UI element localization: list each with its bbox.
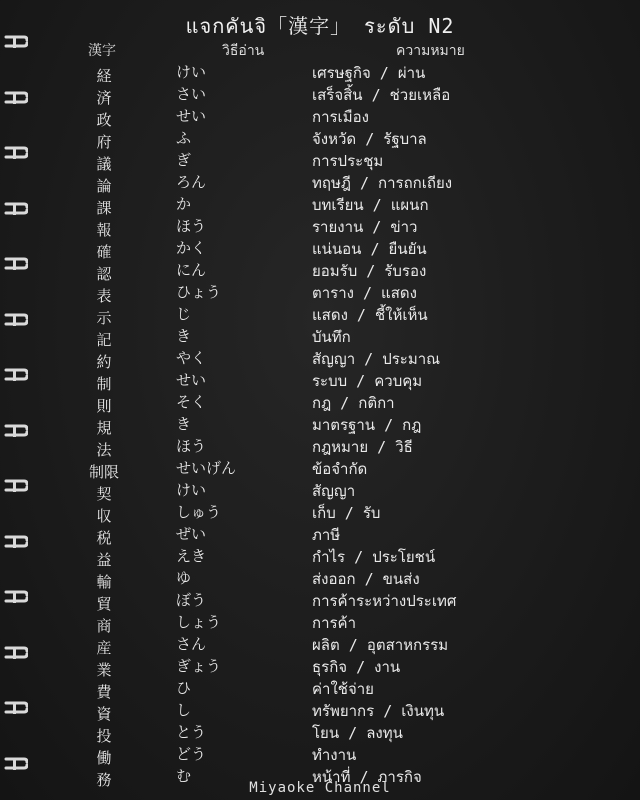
kanji-cell: 制 bbox=[96, 375, 112, 393]
meaning-cell: โยน / ลงทุน bbox=[312, 724, 403, 742]
kanji-cell: 務 bbox=[96, 771, 112, 789]
kanji-cell: 経 bbox=[96, 67, 112, 85]
reading-cell: どう bbox=[176, 745, 207, 763]
kanji-cell: 規 bbox=[96, 419, 112, 437]
kanji-cell: 記 bbox=[96, 331, 112, 349]
list-item bbox=[0, 744, 640, 766]
meaning-cell: รายงาน / ข่าว bbox=[312, 218, 418, 236]
list-item bbox=[0, 260, 640, 282]
reading-cell: せい bbox=[176, 107, 207, 125]
reading-cell: けい bbox=[176, 63, 207, 81]
meaning-cell: หน้าที่ / ภารกิจ bbox=[312, 768, 422, 786]
kanji-cell: 済 bbox=[96, 89, 112, 107]
kanji-cell: 示 bbox=[96, 309, 112, 327]
reading-cell: さい bbox=[176, 85, 207, 103]
meaning-cell: ค่าใช้จ่าย bbox=[312, 680, 374, 698]
meaning-cell: กำไร / ประโยชน์ bbox=[312, 548, 436, 566]
kanji-cell: 表 bbox=[96, 287, 112, 305]
reading-cell: ぼう bbox=[176, 591, 207, 609]
list-item bbox=[0, 172, 640, 194]
list-item bbox=[0, 612, 640, 634]
meaning-cell: การค้า bbox=[312, 614, 357, 632]
header-meaning: ความหมาย bbox=[396, 43, 465, 59]
list-item bbox=[0, 546, 640, 568]
page-title: แจกคันจิ「漢字」 ระดับ N2 bbox=[185, 14, 455, 38]
reading-cell: そく bbox=[176, 393, 207, 411]
list-item bbox=[0, 392, 640, 414]
reading-cell: ぜい bbox=[176, 525, 207, 543]
list-item bbox=[0, 370, 640, 392]
reading-cell: き bbox=[176, 415, 192, 433]
meaning-cell: การเมือง bbox=[312, 108, 369, 126]
meaning-cell: สัญญา bbox=[312, 482, 356, 500]
kanji-cell: 論 bbox=[96, 177, 112, 195]
kanji-cell: 商 bbox=[96, 617, 112, 635]
meaning-cell: กฎ / กติกา bbox=[312, 394, 395, 412]
kanji-cell: 議 bbox=[96, 155, 112, 173]
meaning-cell: กฎหมาย / วิธี bbox=[312, 438, 413, 456]
meaning-cell: สัญญา / ประมาณ bbox=[312, 350, 441, 368]
meaning-cell: ผลิต / อุตสาหกรรม bbox=[312, 636, 449, 654]
kanji-cell: 資 bbox=[96, 705, 112, 723]
list-item bbox=[0, 84, 640, 106]
meaning-cell: การประชุม bbox=[312, 152, 384, 170]
list-item bbox=[0, 150, 640, 172]
list-item bbox=[0, 304, 640, 326]
reading-cell: ほう bbox=[176, 217, 207, 235]
list-item bbox=[0, 480, 640, 502]
meaning-cell: ตาราง / แสดง bbox=[312, 284, 417, 302]
kanji-cell: 約 bbox=[96, 353, 112, 371]
kanji-cell: 貿 bbox=[96, 595, 112, 613]
header-reading: วิธีอ่าน bbox=[222, 43, 265, 59]
reading-cell: やく bbox=[176, 349, 207, 367]
list-item bbox=[0, 62, 640, 84]
kanji-cell: 政 bbox=[96, 111, 112, 129]
kanji-cell: 益 bbox=[96, 551, 112, 569]
list-item bbox=[0, 216, 640, 238]
list-item bbox=[0, 722, 640, 744]
reading-cell: ぎ bbox=[176, 151, 192, 169]
meaning-cell: แน่นอน / ยืนยัน bbox=[312, 240, 427, 258]
reading-cell: せい bbox=[176, 371, 207, 389]
list-item bbox=[0, 436, 640, 458]
reading-cell: ほう bbox=[176, 437, 207, 455]
reading-cell: しゅう bbox=[176, 503, 222, 521]
meaning-cell: จังหวัด / รัฐบาล bbox=[312, 130, 427, 148]
kanji-cell: 業 bbox=[96, 661, 112, 679]
kanji-cell: 報 bbox=[96, 221, 112, 239]
kanji-cell: 認 bbox=[96, 265, 112, 283]
kanji-cell: 制限 bbox=[88, 463, 119, 481]
kanji-cell: 税 bbox=[96, 529, 112, 547]
list-item bbox=[0, 128, 640, 150]
list-item bbox=[0, 348, 640, 370]
meaning-cell: แสดง / ชี้ให้เห็น bbox=[312, 306, 428, 324]
reading-cell: き bbox=[176, 327, 192, 345]
footer-channel: Miyaoke Channel bbox=[249, 780, 391, 796]
kanji-cell: 働 bbox=[96, 749, 112, 767]
kanji-cell: 収 bbox=[96, 507, 112, 525]
list-item bbox=[0, 568, 640, 590]
reading-cell: かく bbox=[176, 239, 207, 257]
reading-cell: ふ bbox=[176, 129, 192, 147]
reading-cell: しょう bbox=[176, 613, 222, 631]
list-item bbox=[0, 524, 640, 546]
kanji-cell: 法 bbox=[96, 441, 112, 459]
kanji-cell: 費 bbox=[96, 683, 112, 701]
meaning-cell: เศรษฐกิจ / ผ่าน bbox=[312, 64, 426, 82]
list-item bbox=[0, 106, 640, 128]
kanji-cell: 輸 bbox=[96, 573, 112, 591]
meaning-cell: ระบบ / ควบคุม bbox=[312, 372, 423, 390]
list-item bbox=[0, 502, 640, 524]
reading-cell: ひょう bbox=[176, 283, 222, 301]
reading-cell: さん bbox=[176, 635, 207, 653]
reading-cell: とう bbox=[176, 723, 207, 741]
kanji-cell: 確 bbox=[96, 243, 112, 261]
reading-cell: か bbox=[176, 195, 192, 213]
list-item bbox=[0, 238, 640, 260]
kanji-cell: 産 bbox=[96, 639, 112, 657]
kanji-cell: 契 bbox=[96, 485, 112, 503]
list-item bbox=[0, 700, 640, 722]
list-item bbox=[0, 282, 640, 304]
meaning-cell: บันทึก bbox=[312, 328, 351, 346]
list-item bbox=[0, 678, 640, 700]
list-item bbox=[0, 656, 640, 678]
reading-cell: ゆ bbox=[176, 569, 192, 587]
kanji-cell: 府 bbox=[96, 133, 112, 151]
list-item bbox=[0, 458, 640, 480]
list-item bbox=[0, 194, 640, 216]
meaning-cell: เก็บ / รับ bbox=[312, 504, 381, 522]
reading-cell: けい bbox=[176, 481, 207, 499]
meaning-cell: ข้อจำกัด bbox=[312, 460, 368, 478]
header-kanji: 漢字 bbox=[88, 43, 116, 59]
reading-cell: ろん bbox=[176, 173, 207, 191]
meaning-cell: การค้าระหว่างประเทศ bbox=[312, 592, 457, 610]
meaning-cell: ยอมรับ / รับรอง bbox=[312, 262, 427, 280]
meaning-cell: ทรัพยากร / เงินทุน bbox=[312, 702, 445, 720]
reading-cell: えき bbox=[176, 547, 207, 565]
meaning-cell: มาตรฐาน / กฎ bbox=[312, 416, 422, 434]
reading-cell: せいげん bbox=[176, 459, 237, 477]
meaning-cell: ส่งออก / ขนส่ง bbox=[312, 570, 420, 588]
kanji-cell: 則 bbox=[96, 397, 112, 415]
meaning-cell: ทำงาน bbox=[312, 746, 357, 764]
reading-cell: にん bbox=[176, 261, 207, 279]
meaning-cell: บทเรียน / แผนก bbox=[312, 196, 429, 214]
list-item bbox=[0, 590, 640, 612]
list-item bbox=[0, 414, 640, 436]
list-item bbox=[0, 326, 640, 348]
meaning-cell: ธุรกิจ / งาน bbox=[312, 658, 401, 676]
meaning-cell: เสร็จสิ้น / ช่วยเหลือ bbox=[312, 86, 451, 104]
list-item bbox=[0, 634, 640, 656]
reading-cell: じ bbox=[176, 305, 192, 323]
reading-cell: ぎょう bbox=[176, 657, 222, 675]
meaning-cell: ทฤษฎี / การถกเถียง bbox=[312, 174, 453, 192]
kanji-cell: 課 bbox=[96, 199, 112, 217]
reading-cell: ひ bbox=[176, 679, 192, 697]
meaning-cell: ภาษี bbox=[312, 526, 341, 544]
kanji-cell: 投 bbox=[96, 727, 112, 745]
reading-cell: し bbox=[176, 701, 192, 719]
reading-cell: む bbox=[176, 767, 192, 785]
